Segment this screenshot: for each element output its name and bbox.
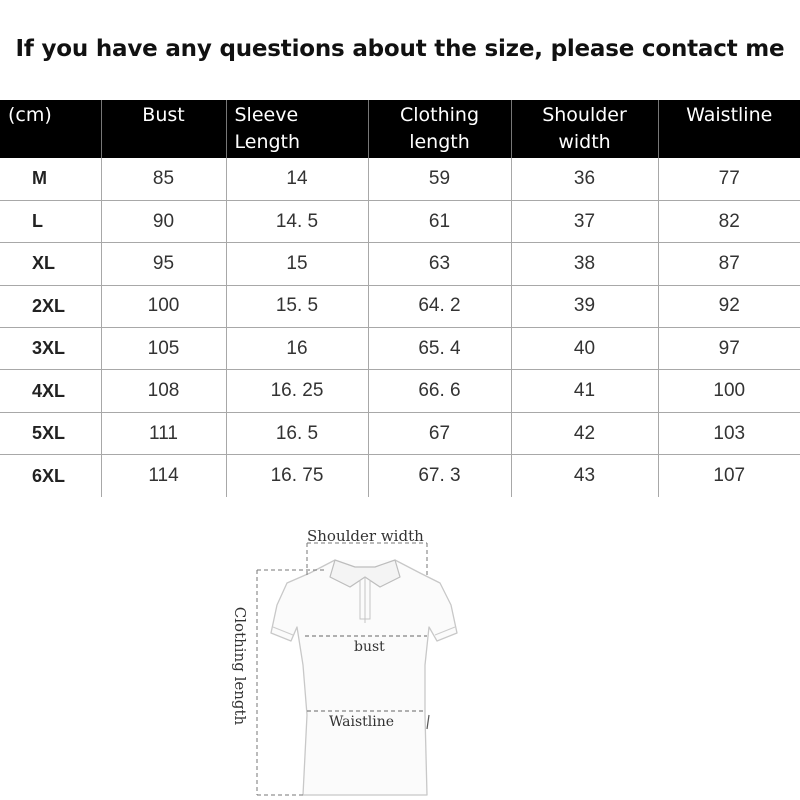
shoulder-cell: 40: [511, 328, 658, 370]
shirt-outline: [271, 560, 457, 795]
page-title: If you have any questions about the size, please contact me: [15, 36, 785, 62]
polo-shirt-illustration: [215, 515, 465, 800]
bust-cell: 90: [101, 200, 226, 242]
table-header-row: [0, 100, 800, 158]
size-cell: XL: [0, 243, 101, 285]
waist-cell: 107: [713, 465, 746, 487]
sleeve-cell: 16. 5: [226, 412, 368, 454]
length-cell: 65. 4: [368, 328, 511, 370]
length-cell: 61: [368, 200, 511, 242]
waist-cell: 87: [658, 243, 800, 285]
size-cell: M: [0, 158, 101, 200]
sleeve-cell: 16. 25: [226, 370, 368, 412]
header-clothing-length: Clothing length: [368, 100, 511, 158]
bust-cell: 111: [101, 412, 226, 454]
shoulder-cell: 42: [511, 412, 658, 454]
shoulder-width-label: Shoulder width: [307, 527, 424, 545]
bust-cell: 95: [101, 243, 226, 285]
header-sleeve-length: Sleeve Length: [226, 100, 368, 158]
shoulder-cell: 37: [511, 200, 658, 242]
clothing-length-label: Clothing length: [231, 606, 249, 726]
size-chart-table: [0, 100, 800, 497]
waist-cell: 92: [658, 285, 800, 327]
size-cell: 6XL: [0, 455, 101, 497]
length-cell: 66. 6: [368, 370, 511, 412]
table-row: [0, 285, 800, 327]
length-cell: 59: [368, 158, 511, 200]
header-waistline: Waistline: [686, 104, 773, 126]
size-cell: 4XL: [0, 370, 101, 412]
waist-cell: 97: [658, 328, 800, 370]
waist-cell: 77: [658, 158, 800, 200]
header-bust: Bust: [101, 100, 226, 158]
shoulder-cell: 38: [511, 243, 658, 285]
sleeve-cell: 15. 5: [226, 285, 368, 327]
waist-cell: 103: [658, 412, 800, 454]
size-cell: L: [0, 200, 101, 242]
length-cell: 64. 2: [368, 285, 511, 327]
waistline-label: Waistline: [329, 714, 395, 730]
length-cell: 67: [368, 412, 511, 454]
table-row: [0, 158, 800, 200]
table-row: [0, 243, 800, 285]
bust-cell: 105: [101, 328, 226, 370]
table-row: [0, 412, 800, 454]
shoulder-cell: 41: [511, 370, 658, 412]
bust-cell: 85: [101, 158, 226, 200]
header-shoulder-width: Shoulder width: [511, 100, 658, 158]
size-cell: 2XL: [0, 285, 101, 327]
shoulder-cell: 39: [511, 285, 658, 327]
measurement-diagram: [215, 515, 465, 800]
length-cell: 63: [368, 243, 511, 285]
length-cell: 67. 3: [368, 455, 511, 497]
table-row: [0, 200, 800, 242]
shoulder-cell: 36: [511, 158, 658, 200]
table-row: [0, 328, 800, 370]
shoulder-cell: 43: [511, 455, 658, 497]
header-unit: (cm): [0, 100, 101, 158]
size-cell: 3XL: [0, 328, 101, 370]
sleeve-cell: 16. 75: [226, 455, 368, 497]
waist-cell: 82: [658, 200, 800, 242]
sleeve-cell: 16: [226, 328, 368, 370]
table-row: [0, 370, 800, 412]
sleeve-cell: 14. 5: [226, 200, 368, 242]
table-row: [0, 455, 800, 497]
sleeve-cell: 15: [226, 243, 368, 285]
bust-cell: 108: [101, 370, 226, 412]
waist-cell: 100: [658, 370, 800, 412]
bust-cell: 100: [101, 285, 226, 327]
bust-cell: 114: [101, 455, 226, 497]
sleeve-cell: 14: [226, 158, 368, 200]
bust-label: bust: [354, 639, 385, 655]
size-cell: 5XL: [0, 412, 101, 454]
